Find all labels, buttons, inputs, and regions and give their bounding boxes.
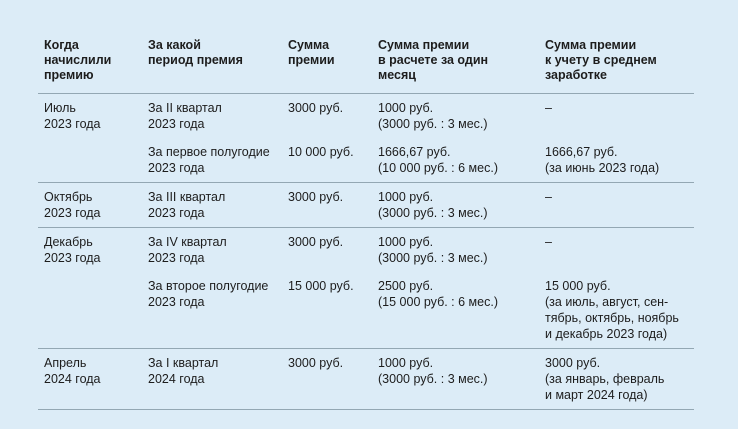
cell-monthly: 2500 руб. (15 000 руб. : 6 мес.) [372, 272, 539, 349]
header-counted-amount: Сумма премии к учету в среднем заработке [539, 28, 694, 94]
cell-counted: – [539, 183, 694, 228]
cell-when [38, 272, 142, 349]
cell-amount: 10 000 руб. [282, 138, 372, 183]
cell-when: Октябрь 2023 года [38, 183, 142, 228]
table-row [38, 349, 694, 410]
table-row [38, 272, 694, 349]
cell-when: Апрель 2024 года [38, 349, 142, 410]
cell-monthly: 1000 руб. (3000 руб. : 3 мес.) [378, 235, 488, 265]
table-row [38, 94, 694, 139]
cell-monthly: 1666,67 руб. (10 000 руб. : 6 мес.) [372, 138, 539, 183]
table-row [38, 138, 694, 183]
cell-monthly: 1000 руб. (3000 руб. : 3 мес.) [372, 349, 539, 410]
cell-period: За первое полугодие 2023 года [142, 138, 282, 183]
cell-period: За I квартал 2024 года [142, 349, 282, 410]
cell-amount: 3000 руб. [282, 183, 372, 228]
cell-amount: 3000 руб. [288, 235, 344, 249]
cell-counted: 3000 руб. (за январь, февраль и март 2024 года) [539, 349, 694, 410]
cell-amount: 3000 руб. [288, 101, 344, 115]
cell-monthly: 1000 руб. (3000 руб. : 3 мес.) [378, 101, 488, 131]
header-bonus-period: За какой период премия [142, 28, 282, 94]
cell-when: Декабрь 2023 года [44, 235, 101, 265]
header-bonus-amount: Сумма премии [282, 28, 372, 94]
cell-amount: 3000 руб. [282, 349, 372, 410]
cell-amount: 15 000 руб. [282, 272, 372, 349]
cell-when: Июль 2023 года [44, 101, 101, 131]
cell-when [38, 138, 142, 183]
bonus-table [38, 28, 694, 410]
cell-period: За II квартал 2023 года [148, 101, 222, 131]
cell-counted: – [545, 101, 552, 115]
table-row [38, 183, 694, 228]
header-when-accrued: Когда начислили премию [38, 28, 142, 94]
cell-counted: – [545, 235, 552, 249]
cell-counted: 1666,67 руб. (за июнь 2023 года) [539, 138, 694, 183]
header-monthly-amount: Сумма премии в расчете за один месяц [372, 28, 539, 94]
cell-period: За IV квартал 2023 года [148, 235, 227, 265]
table-row [38, 228, 694, 273]
cell-monthly: 1000 руб. (3000 руб. : 3 мес.) [372, 183, 539, 228]
cell-counted: 15 000 руб. (за июль, август, сен- тябрь, октябрь, ноябрь и декабрь 2023 года) [539, 272, 694, 349]
cell-period: За III квартал 2023 года [142, 183, 282, 228]
cell-period: За второе полугодие 2023 года [142, 272, 282, 349]
table-header-row [38, 28, 694, 94]
